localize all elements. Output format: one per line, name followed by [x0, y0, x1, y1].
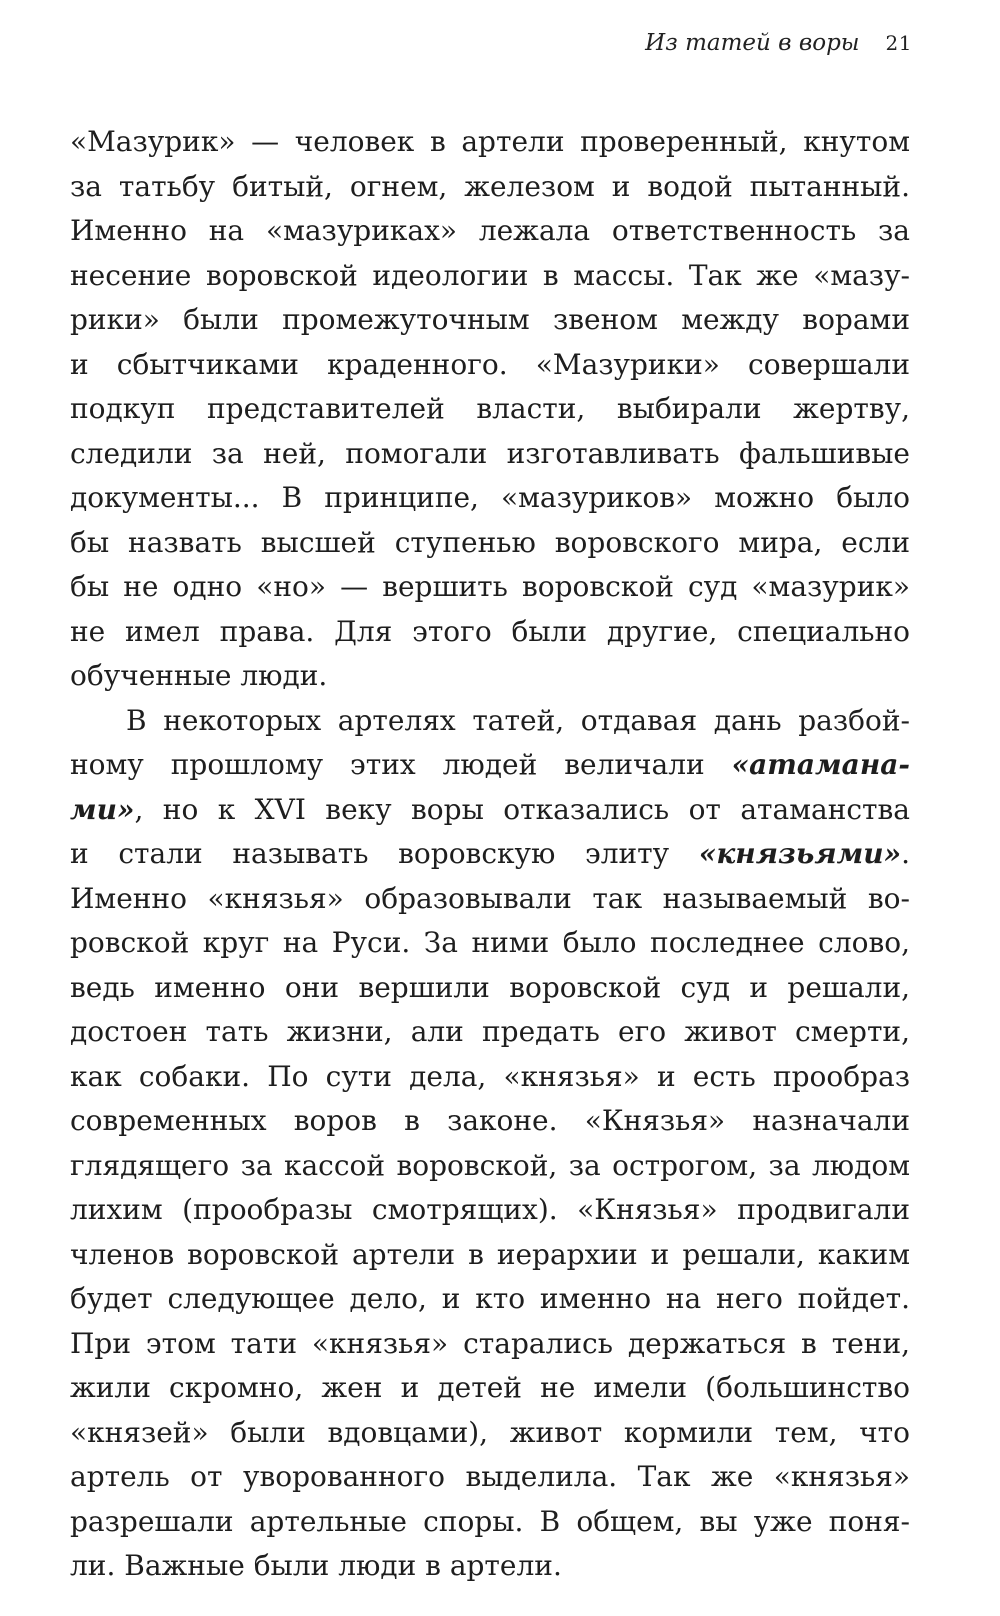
text-line: «князей» были вдовцами), живот кормили тем, что — [70, 1415, 910, 1449]
text-line: и сбытчиками краденного. «Мазурики» совершали — [70, 347, 910, 381]
text-line: будет следующее дело, и кто именно на него пойдет. — [70, 1282, 910, 1315]
text-line: не имел права. Для этого были другие, специально — [70, 614, 910, 648]
text-line: «Мазурик» — человек в артели проверенный, кнутом — [70, 125, 910, 158]
term-atamany-end: ми» — [70, 792, 135, 826]
text-line: ному прошлому этих людей величали «атамана- — [70, 748, 910, 781]
text-line: рики» были промежуточным звеном между ворами — [70, 303, 910, 336]
term-atamany: «атамана- — [731, 748, 910, 781]
text-line: бы назвать высшей ступенью воровского мира, если — [70, 525, 910, 559]
text-line: жили скромно, жен и детей не имели (большинство — [70, 1371, 910, 1404]
text-line: подкуп представителей власти, выбирали жертву, — [70, 392, 910, 425]
chapter-title: Из татей в воры — [645, 30, 860, 56]
text-line: членов воровской артели в иерархии и решали, каким — [70, 1237, 910, 1271]
text-line: и стали называть воровскую элиту «князьями». — [70, 837, 910, 870]
running-head — [645, 30, 912, 56]
text-line: ведь именно они вершили воровской суд и решали, — [70, 970, 910, 1004]
text-line: ли. Важные были люди в артели. — [70, 1549, 562, 1582]
text-line: Именно «князья» образовывали так называемый во- — [70, 881, 910, 915]
text-line: достоен тать жизни, али предать его живот смерти, — [70, 1015, 910, 1048]
body-text — [70, 120, 910, 1589]
text-line: ми», но к XVI веку воры отказались от атаманства — [70, 792, 910, 826]
text-line: глядящего за кассой воровской, за острогом, за людом — [70, 1148, 910, 1182]
text-line: ровской круг на Руси. За ними было последнее слово, — [70, 926, 910, 959]
text-line: несение воровской идеологии в массы. Так же «мазу- — [70, 258, 910, 292]
text-line: разрешали артельные споры. В общем, вы уже поня- — [70, 1504, 910, 1538]
page-number: 21 — [885, 31, 912, 55]
text-line: за татьбу битый, огнем, железом и водой пытанный. — [70, 169, 910, 203]
text-line: как собаки. По сути дела, «князья» и есть прообраз — [70, 1059, 910, 1093]
text-line: бы не одно «но» — вершить воровской суд «мазурик» — [70, 570, 910, 603]
text-line: артель от уворованного выделила. Так же «князья» — [70, 1460, 910, 1493]
text-line: следили за ней, помогали изготавливать фальшивые — [70, 436, 910, 470]
text-line: лихим (прообразы смотрящих). «Князья» продвигали — [70, 1193, 910, 1226]
text-line: документы... В принципе, «мазуриков» можно было — [70, 481, 910, 514]
text-line: В некоторых артелях татей, отдавая дань разбой- — [126, 703, 910, 737]
text-line: обученные люди. — [70, 659, 328, 692]
term-knyazya: «князьями» — [698, 837, 902, 870]
text-line: При этом тати «князья» старались держаться в тени, — [70, 1326, 910, 1360]
text-line: современных воров в законе. «Князья» назначали — [70, 1104, 910, 1137]
text-line: Именно на «мазуриках» лежала ответственность за — [70, 214, 910, 247]
